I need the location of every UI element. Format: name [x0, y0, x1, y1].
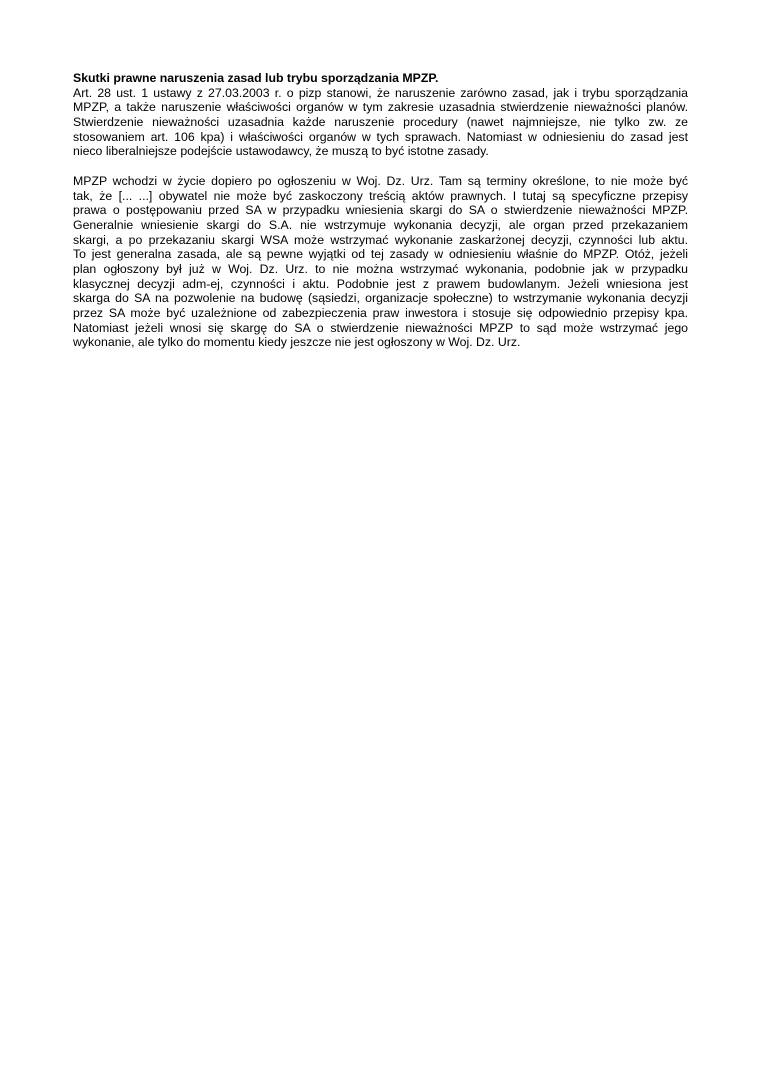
paragraph-2-line: skargi, a po przekazaniu skargi WSA może wstrzymać wykonanie zaskarżonej decyzji, czynności lub aktu. — [73, 232, 688, 247]
paragraph-2-line: To jest generalna zasada, ale są pewne wyjątki od tej zasady w odniesieniu właśnie do MPZP. Otóż, jeżeli — [73, 247, 688, 262]
paragraph-1 — [73, 86, 688, 159]
paragraph-2-line: MPZP wchodzi w życie dopiero po ogłoszeniu w Woj. Dz. Urz. Tam są terminy określone, to nie może być — [73, 173, 688, 188]
paragraph-2-line: tak, że [... ...] obywatel nie może być zaskoczony treścią aktów prawnych. I tutaj są specyficzne przepisy — [73, 188, 688, 203]
document-body — [73, 71, 688, 350]
paragraph-2 — [73, 174, 688, 350]
paragraph-1-line: nieco liberalniejsze podejście ustawodawcy, że muszą to być istotne zasady. — [73, 144, 489, 159]
section-heading: Skutki prawne naruszenia zasad lub trybu sporządzania MPZP. — [73, 71, 439, 85]
paragraph-1-line: Art. 28 ust. 1 ustawy z 27.03.2003 r. o pizp stanowi, że naruszenie zarówno zasad, jak i trybu sporządzania — [73, 85, 688, 100]
paragraph-2-line: przez SA może być uzależnione od zabezpieczenia praw inwestora i stosuje się odpowiednio przepisy kpa. — [73, 306, 688, 321]
paragraph-1-line: Stwierdzenie nieważności uzasadnia każde naruszenie procedury (nawet najmniejsze, nie tylko zw. ze — [73, 115, 688, 130]
paragraph-1-line: stosowaniem art. 106 kpa) i właściwości organów w tych sprawach. Natomiast w odniesieniu do zasad jest — [73, 129, 688, 144]
paragraph-2-line: Generalnie wniesienie skargi do S.A. nie wstrzymuje wykonania decyzji, ale organ przed przekazaniem — [73, 217, 688, 232]
paragraph-2-line: wykonanie, ale tylko do momentu kiedy jeszcze nie jest ogłoszony w Woj. Dz. Urz. — [73, 335, 521, 350]
paragraph-2-line: skarga do SA na pozwolenie na budowę (sąsiedzi, organizacje społeczne) to wstrzymanie wykonania decyzji — [73, 291, 688, 306]
paragraph-1-line: MPZP, a także naruszenie właściwości organów w tym zakresie uzasadnia stwierdzenie nieważności planów. — [73, 100, 688, 115]
paragraph-spacer — [73, 159, 688, 174]
paragraph-2-line: plan ogłoszony był już w Woj. Dz. Urz. to nie można wstrzymać wykonania, podobnie jak w przypadku — [73, 261, 688, 276]
paragraph-2-line: Natomiast jeżeli wnosi się skargę do SA o stwierdzenie nieważności MPZP to sąd może wstrzymać jego — [73, 320, 688, 335]
paragraph-2-line: prawa o postępowaniu przed SA w przypadku wniesienia skargi do SA o stwierdzenie nieważności MPZP. — [73, 203, 688, 218]
paragraph-2-line: klasycznej decyzji adm-ej, czynności i aktu. Podobnie jest z prawem budowlanym. Jeżeli wniesiona jest — [73, 276, 688, 291]
